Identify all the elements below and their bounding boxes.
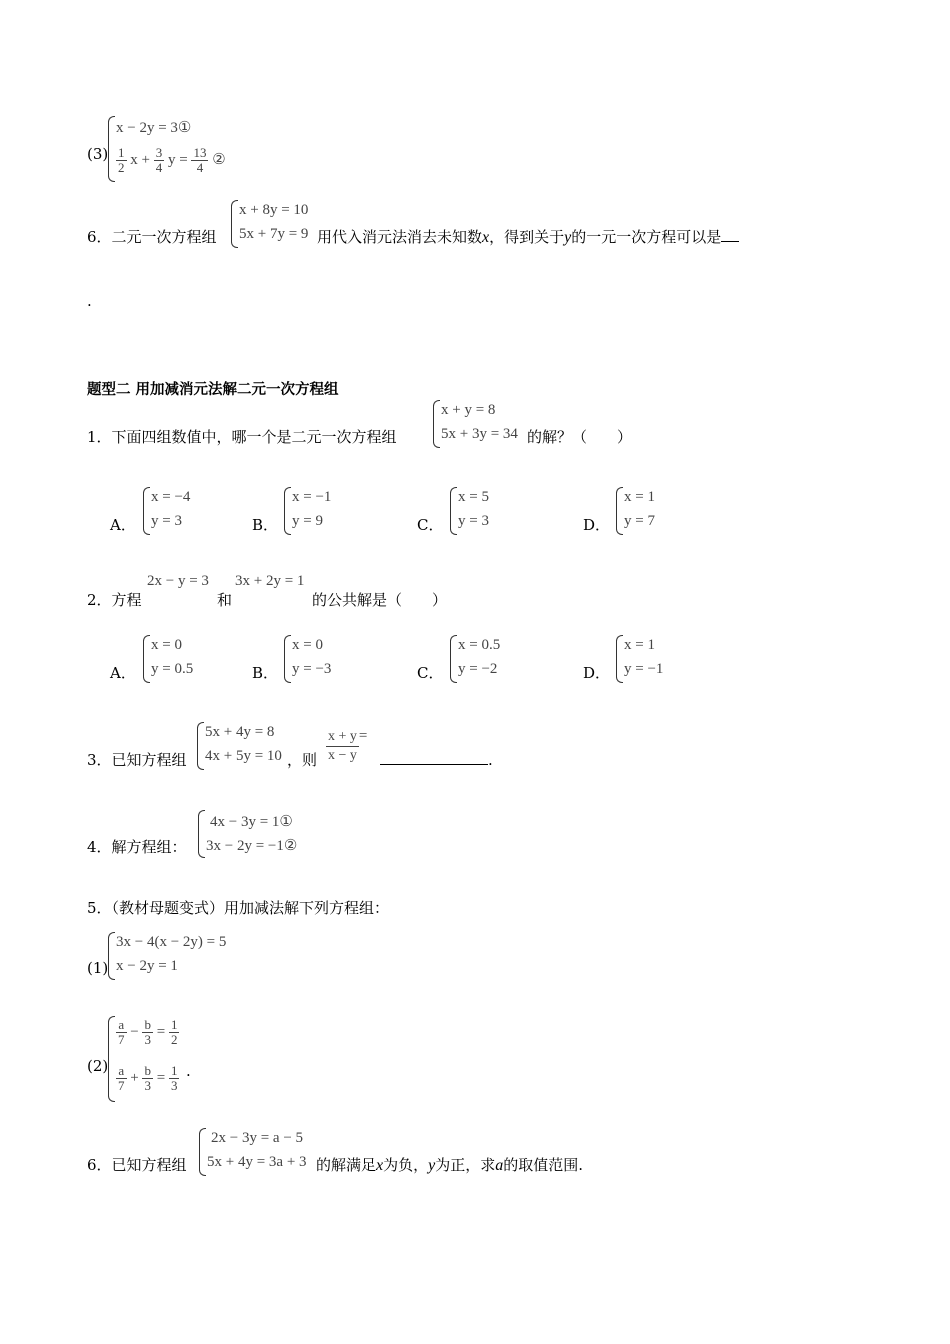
answer-line[interactable]: .	[380, 751, 493, 769]
equation-system-q5-1	[108, 932, 248, 980]
equation-1: x − 2y = 3①	[116, 120, 192, 136]
and-text: 和	[217, 591, 233, 609]
question-1: 1．下面四组数值中，哪一个是二元一次方程组	[87, 428, 397, 446]
equation-2: 5x + 3y = 34	[441, 426, 518, 442]
equation-a: 2x − y = 3	[147, 573, 209, 589]
question-3: 3．已知方程组	[87, 751, 187, 769]
equation-2: 5x + 7y = 9	[239, 226, 309, 242]
equation-system-q5-2	[108, 1016, 198, 1102]
section-title: 题型二 用加减消元法解二元一次方程组	[87, 382, 339, 398]
equation-1: 3x − 4(x − 2y) = 5	[116, 934, 227, 950]
option-d-label[interactable]: D．	[583, 664, 611, 682]
period: .	[87, 292, 92, 310]
equation-1: 2x − 3y = a − 5	[211, 1130, 304, 1146]
equation-1: x + y = 8	[441, 402, 496, 418]
equation-2: x − 2y = 1	[116, 958, 178, 974]
option-b[interactable]: x = −1 y = 9	[284, 487, 354, 535]
equation-1: 5x + 4y = 8	[205, 724, 275, 740]
question-6b: 6．已知方程组	[87, 1156, 187, 1174]
option-d-label[interactable]: D．	[583, 516, 611, 534]
equation-system-q1	[433, 400, 533, 448]
equation-2: $\frac{1}{2}$ x + $\frac{3}{4}$ y = $\frac{13}{4}$ ②	[118, 145, 226, 175]
question-1-end: 的解？（ ）	[527, 428, 633, 446]
option-b-label[interactable]: B．	[252, 516, 279, 534]
equation-1: $\frac{a}{7}$ − $\frac{b}{3}$ = $\frac{1}{2}$	[118, 1017, 178, 1047]
then-text: ，则	[287, 751, 318, 769]
option-c-label[interactable]: C．	[417, 664, 444, 682]
equation-system-q3	[197, 722, 292, 770]
equation-1: 4x − 3y = 1①	[210, 814, 293, 830]
equation-system-q4	[198, 810, 308, 858]
equation-b: 3x + 2y = 1	[235, 573, 305, 589]
equation-2: 3x − 2y = −1②	[206, 838, 298, 854]
question-6a-text: 用代入消元法消去未知数x，得到关于y的一元一次方程可以是	[317, 228, 739, 247]
question-2-end: 的公共解是（ ）	[312, 591, 448, 609]
option-b-label[interactable]: B．	[252, 664, 279, 682]
equation-2: $\frac{a}{7}$ + $\frac{b}{3}$ = $\frac{1}{3}$	[118, 1063, 178, 1093]
question-6a: 6．二元一次方程组	[87, 228, 217, 246]
equation-1: x + 8y = 10	[239, 202, 309, 218]
option-b[interactable]: x = 0 y = −3	[284, 635, 354, 683]
equation-system-p3	[108, 116, 248, 182]
question-6b-text: 的解满足x为负，y为正，求a的取值范围.	[316, 1156, 584, 1174]
equation-2: 4x + 5y = 10	[205, 748, 282, 764]
option-c-label[interactable]: C．	[417, 516, 444, 534]
option-a-label[interactable]: A．	[110, 664, 136, 682]
equation-2: 5x + 4y = 3a + 3	[207, 1154, 307, 1170]
option-c[interactable]: x = 5 y = 3	[450, 487, 520, 535]
fraction-expression: $\frac{x + y}{x - y}$ =	[328, 728, 368, 763]
question-2: 2．方程	[87, 591, 142, 609]
question-4: 4．解方程组：	[87, 838, 187, 856]
answer-blank[interactable]	[721, 241, 739, 242]
part-label-3: (3)	[87, 145, 109, 163]
option-c[interactable]: x = 0.5 y = −2	[450, 635, 520, 683]
option-a[interactable]: x = 0 y = 0.5	[143, 635, 213, 683]
part-label-1: (1)	[87, 959, 109, 977]
part-label-2: (2)	[87, 1057, 109, 1075]
equation-system-q6a	[231, 200, 321, 248]
equation-system-q6b	[199, 1128, 319, 1176]
option-d[interactable]: x = 1 y = 7	[616, 487, 686, 535]
option-d[interactable]: x = 1 y = −1	[616, 635, 686, 683]
option-a-label[interactable]: A．	[110, 516, 136, 534]
question-5: 5．（教材母题变式）用加减法解下列方程组：	[87, 899, 390, 917]
option-a[interactable]: x = −4 y = 3	[143, 487, 213, 535]
period: .	[186, 1062, 191, 1080]
